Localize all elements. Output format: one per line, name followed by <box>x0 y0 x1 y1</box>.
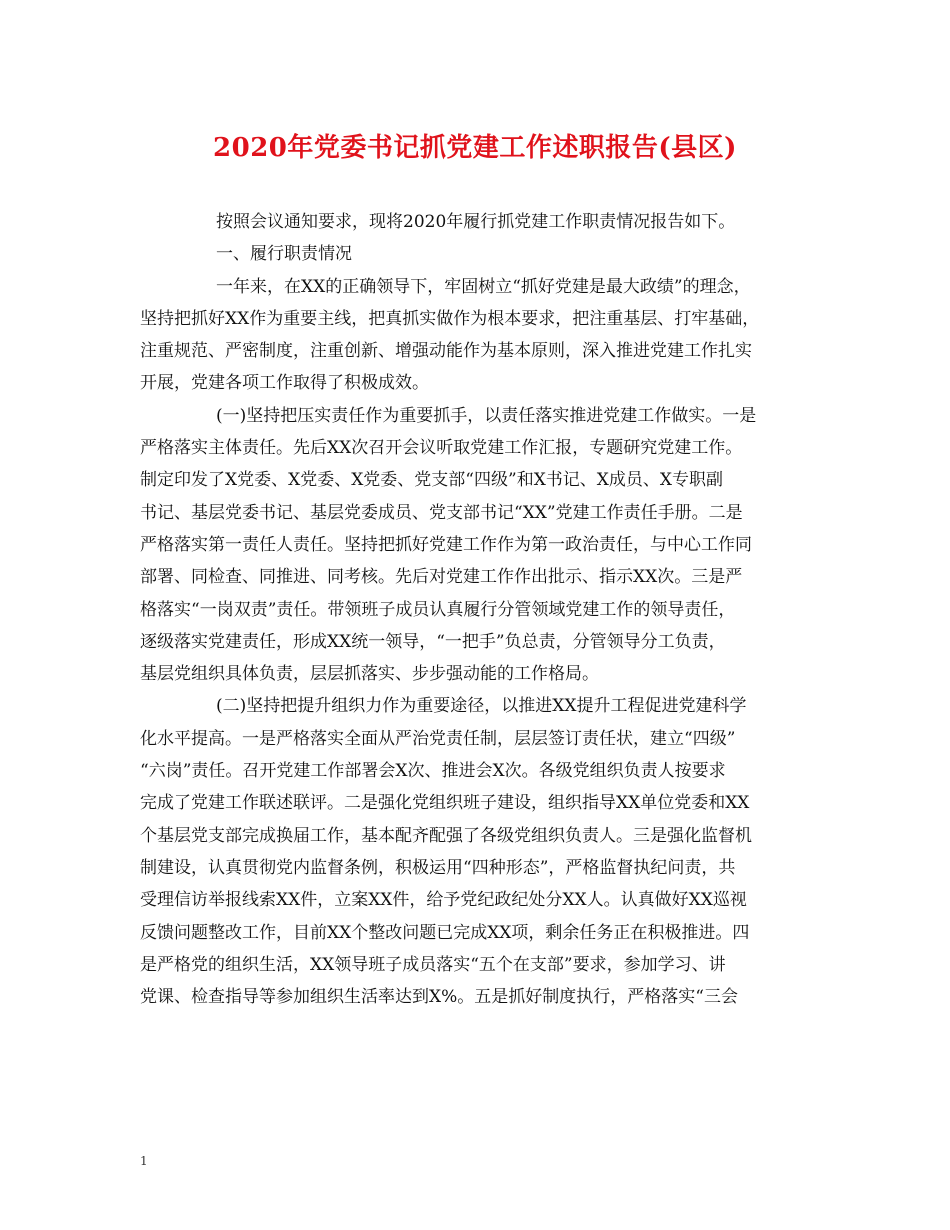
body-line: 坚持把抓好XX作为重要主线，把真抓实做作为根本要求，把注重基层、打牢基础， <box>140 308 760 329</box>
body-line: 受理信访举报线索XX件，立案XX件，给予党纪政纪处分XX人。认真做好XX巡视 <box>140 890 747 911</box>
body-line: 党课、检查指导等参加组织生活率达到X%。五是抓好制度执行，严格落实“三会 <box>140 987 738 1008</box>
body-line: 严格落实第一责任人责任。坚持把抓好党建工作作为第一政治责任，与中心工作同 <box>140 534 752 555</box>
body-line: 基层党组织具体负责，层层抓落实、步步强动能的工作格局。 <box>140 664 599 685</box>
body-line: 制建设，认真贯彻党内监督条例，积极运用“四种形态”，严格监督执纪问责，共 <box>140 857 736 878</box>
body-line: 按照会议通知要求，现将2020年履行抓党建工作职责情况报告如下。 <box>216 212 736 232</box>
body-line: 是严格党的组织生活，XX领导班子成员落实“五个在支部”要求，参加学习、讲 <box>140 954 726 975</box>
body-line: 一年来，在XX的正确领导下，牢固树立“抓好党建是最大政绩”的理念， <box>216 276 751 297</box>
body-line: 反馈问题整改工作，目前XX个整改问题已完成XX项，剩余任务正在积极推进。四 <box>140 922 750 943</box>
body-line: 格落实“一岗双责”责任。带领班子成员认真履行分管领域党建工作的领导责任， <box>140 599 736 620</box>
body-line: 注重规范、严密制度，注重创新、增强动能作为基本原则，深入推进党建工作扎实 <box>140 341 752 362</box>
page-number: 1 <box>140 1154 148 1168</box>
body-line: 逐级落实党建责任，形成XX统一领导，“一把手”负总责，分管领导分工负责， <box>140 631 726 652</box>
body-line: 化水平提高。一是严格落实全面从严治党责任制，层层签订责任状，建立“四级” <box>140 728 736 749</box>
subsection-line: (二)坚持把提升组织力作为重要途径，以推进XX提升工程促进党建科学 <box>216 696 747 717</box>
body-line: 完成了党建工作联述联评。二是强化党组织班子建设，组织指导XX单位党委和XX <box>140 793 750 814</box>
report-body <box>140 206 830 1013</box>
body-line: 部署、同检查、同推进、同考核。先后对党建工作作出批示、指示XX次。三是严 <box>140 567 743 588</box>
subsection-line: (一)坚持把压实责任作为重要抓手，以责任落实推进党建工作做实。一是 <box>216 405 757 426</box>
body-line: 严格落实主体责任。先后XX次召开会议听取党建工作汇报，专题研究党建工作。 <box>140 438 743 459</box>
body-line: 制定印发了X党委、X党委、X党委、党支部“四级”和X书记、X成员、X专职副 <box>140 470 723 491</box>
body-line: “六岗”责任。召开党建工作部署会X次、推进会X次。各级党组织负责人按要求 <box>140 761 726 782</box>
section-heading: 一、履行职责情况 <box>216 244 352 265</box>
page-title: 2020年党委书记抓党建工作述职报告(县区) <box>213 133 737 163</box>
body-line: 开展，党建各项工作取得了积极成效。 <box>140 373 429 394</box>
body-line: 书记、基层党委书记、基层党委成员、党支部书记“XX”党建工作责任手册。二是 <box>140 502 743 523</box>
body-line: 个基层党支部完成换届工作，基本配齐配强了各级党组织负责人。三是强化监督机 <box>140 825 752 846</box>
